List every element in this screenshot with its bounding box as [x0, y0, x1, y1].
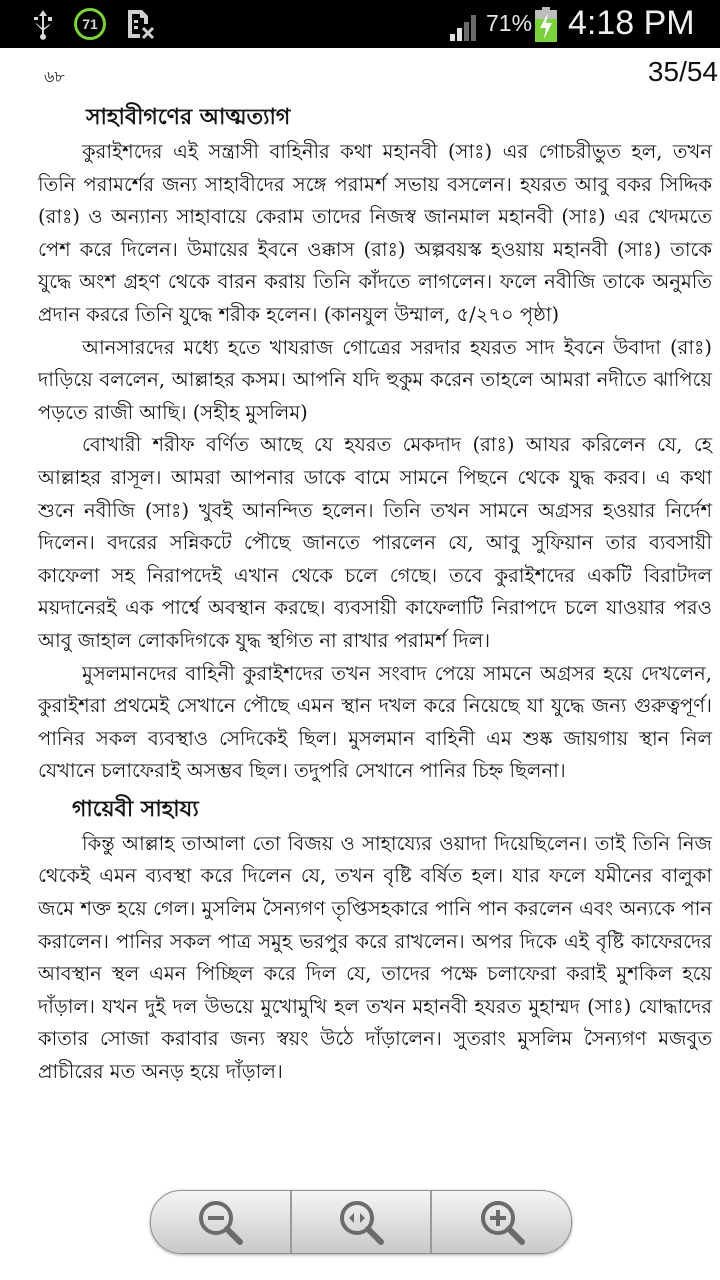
- section-heading: সাহাবীগণের আত্মত্যাগ: [86, 105, 291, 130]
- page-counter: 35/54: [647, 56, 718, 87]
- zoom-out-icon: [194, 1196, 246, 1248]
- usb-icon: [30, 8, 56, 40]
- zoom-out-button[interactable]: [151, 1191, 292, 1253]
- zoom-fit-icon: [335, 1196, 387, 1248]
- paragraph: বোখারী শরীফ বর্ণিত আছে যে হযরত মেকদাদ (রাঃ) আযর করিলেন যে, হে আল্লাহর রাসূল। আমরা আপনার ডাকে বামে সামনে পিছনে থেকে যুদ্ধ করব। এ কথা শুনে নবীজি (সাঃ) খুবই আনন্দিত হলেন। তিনি তখন সামনে অগ্রসর হওয়ার নির্দেশ দিলেন। বদরের সন্নিকটে পৌছে জানতে পারলেন যে, আবু সুফিয়ান তার ব্যবসায়ী কাফেলা সহ নিরাপদেই এখান থেকে চলে গেছে। তবে কুরাইশদের একটি বিরাটদল ময়দানেরই এক পার্শ্বে অবস্থান করছে। ব্যবসায়ী কাফেলাটি নিরাপদে চলে যাওয়ার পরও আবু জাহাল লোকদিগকে যুদ্ধ স্থগিত না রাখার পরামর্শ দিল।: [38, 433, 712, 652]
- document-content: [38, 100, 712, 1089]
- zoom-in-icon: [476, 1196, 528, 1248]
- zoom-fit-button[interactable]: [292, 1191, 433, 1253]
- paragraph: কিন্তু আল্লাহ তাআলা তো বিজয় ও সাহায্যের ওয়াদা দিয়েছিলেন। তাই তিনি নিজ থেকেই এমন ব্যবস্থা করে দিলেন যে, তখন বৃষ্টি বর্ষিত হল। যার ফলে যমীনের বালুকা জমে শক্ত হয়ে গেল। মুসলিম সৈন্যগণ তৃপ্তিসহকারে পানি পান করলেন এবং অন্যকে পান করালেন। পানির সকল পাত্র সমুহ ভরপুর করে রাখলেন। অপর দিকে এই বৃষ্টি কাফেরদের আবস্থান স্থল এমন পিচ্ছিল করে দিল যে, তাদের পক্ষে চলাফেরা করাই মুশকিল হয়ে দাঁড়াল। যখন দুই দল উভয়ে মুখোমুখি হল তখন মহানবী হযরত মুহাম্মদ (সাঃ) যোদ্ধাদের কাতার সোজা করাবার জন্য স্বয়ং উঠে দাঁড়ালেন। সুতরাং মুসলিম সৈন্যগণ মজবুত প্রাচীরের মত অনড় হয়ে দাঁড়াল।: [38, 831, 712, 1084]
- paragraph: আনসারদের মধ্যে হতে খাযরাজ গোত্রের সরদার হযরত সাদ ইবনে উবাদা (রাঃ) দাড়িয়ে বললেন, আল্লাহর কসম। আপনি যদি হুকুম করেন তাহলে আমরা নদীতে ঝাপিয়ে পড়তে রাজী আছি। (সহীহ মুসলিম): [38, 335, 712, 424]
- signal-icon: [448, 10, 482, 42]
- section-heading: গায়েবী সাহায্য: [72, 796, 199, 822]
- paragraph: কুরাইশদের এই সন্ত্রাসী বাহিনীর কথা মহানবী (সাঃ) এর গোচরীভুত হল, তখন তিনি পরামর্শের জন্য সাহাবীদের সঙ্গে পরামর্শ সভায় বসলেন। হযরত আবু বকর সিদ্দিক (রাঃ) ও অন্যান্য সাহাবায়ে কেরাম তাদের নিজস্ব জানমাল মহানবী (সাঃ) এর খেদমতে পেশ করে দিলেন। উমায়ের ইবনে ওক্কাস (রাঃ) অল্পবয়স্ক হওয়ায় মহানবী (সাঃ) তাকে যুদ্ধে অংশ গ্রহণ থেকে বারন করায় তিনি কাঁদতে লাগলেন। ফলে নবীজি তাকে অনুমতি প্রদান কররে তিনি যুদ্ধে শরীক হলেন। (কানযুল উম্মাল, ৫/২৭০ পৃষ্ঠা): [38, 140, 712, 326]
- zoom-controls: [150, 1190, 572, 1254]
- battery-percent: 71%: [486, 10, 533, 36]
- document-blocked-icon: [124, 8, 156, 40]
- paragraph: মুসলমানদের বাহিনী কুরাইশদের তখন সংবাদ পেয়ে সামনে অগ্রসর হয়ে দেখলেন, কুরাইশরা প্রথমেই সেখানে পৌছে এমন স্থান দখল করে নিয়েছে যা যুদ্ধে জন্য গুরুত্বপূর্ণ। পানির সকল ব্যবস্থাও সেদিকেই ছিল। মুসলমান বাহিনী এম শুষ্ক জায়গায় স্থান নিল যেখানে চলাফেরাই অসম্ভব ছিল। তদুপরি সেখানে পানির চিহ্ন ছিলনা।: [38, 661, 712, 783]
- battery-saver-icon: 71: [74, 8, 106, 40]
- clock: 4:18 PM: [568, 4, 695, 42]
- battery-charging-icon: [534, 7, 558, 43]
- zoom-in-button[interactable]: [432, 1191, 571, 1253]
- status-bar: [0, 0, 720, 48]
- page-number: ৬৮: [44, 67, 65, 86]
